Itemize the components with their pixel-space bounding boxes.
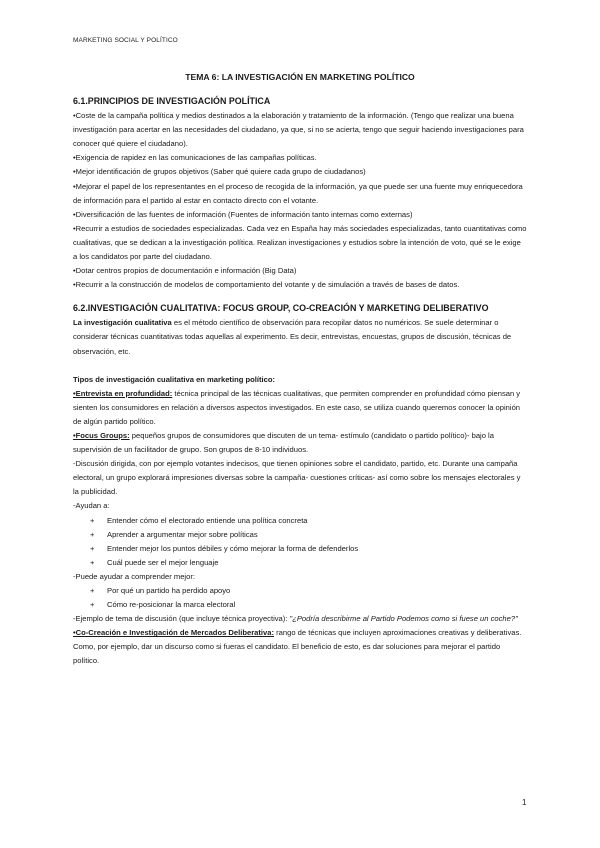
discussion-paragraph: -Discusión dirigida, con por ejemplo votantes indecisos, que tienen opiniones sobre el candidato, partido, etc. Durante una campaña electoral, un grupo explorará impresiones diversas sobre la campaña- cuestiones críticas- así como sobre los mensajes electorales y la publicidad. (73, 459, 521, 497)
plus-bullet-icon: + (90, 543, 95, 553)
plus-bullet-icon: + (90, 600, 95, 610)
document-title: TEMA 6: LA INVESTIGACIÓN EN MARKETING POLÍTICO (185, 72, 415, 82)
example-paragraph (73, 612, 527, 626)
list-item-text: Entender cómo el electorado entiende una política concreta (107, 515, 308, 525)
list-item-text: Por qué un partido ha perdido apoyo (107, 586, 231, 595)
section-1-heading: 6.1.PRINCIPIOS DE INVESTIGACIÓN POLÍTICA (73, 96, 271, 107)
helps-list (73, 514, 527, 570)
plus-bullet-icon: + (90, 515, 95, 525)
cocreation-term: •Co-Creación e Investigación de Mercados Deliberativa: (73, 628, 275, 638)
list-item: •Recurrir a estudios de sociedades especializadas. Cada vez en España hay más sociedades especializadas, tanto cuantitativas como cualitativas, que se dedican a la investigación política. Realizan investigaciones y estudios sobre la intención de voto, qué se le exige a los candidatos por parte del ciudadano. (73, 223, 527, 262)
list-item (73, 598, 527, 612)
list-item (73, 542, 527, 556)
list-item: •Recurrir a la construcción de modelos de comportamiento del votante y de simulación a través de bases de datos. (73, 280, 460, 290)
understand-list (73, 584, 527, 612)
list-item: •Mejorar el papel de los representantes en el proceso de recogida de la información, ya que puede ser una fuente muy enriquecedora de información para el partido al estar en contacto directo con el votante. (73, 181, 523, 205)
list-item-text: Aprender a argumentar mejor sobre políticas (107, 529, 258, 539)
page-content (73, 70, 527, 669)
focus-group-text: pequeños grupos de consumidores que discuten de un tema- estímulo (candidato o partido político)- bajo la supervisión de un facilitador de grupo. Son grupos de 8-10 individuos. (73, 430, 494, 455)
cocreation-text: rango de técnicas que incluyen aproximaciones creativas y deliberativas. Como, por ejemplo, dar un discurso como si fueras el candidato. El beneficio de esto, es dar soluciones para mejorar el partido político. (73, 628, 522, 666)
list-item (73, 584, 527, 598)
qualitative-intro (73, 316, 527, 358)
cocreation-paragraph (73, 626, 527, 668)
list-item (73, 514, 527, 528)
list-item: •Dotar centros propios de documentación e información (Big Data) (73, 266, 297, 276)
list-item (73, 528, 527, 542)
list-item: •Coste de la campaña política y medios destinados a la elaboración y tratamiento de la información. (Tengo que realizar una buena investigación para acertar en las necesidades del ciudadano, ya que, si no se acierta, tengo que seguir haciendo investigaciones para conocer qué quiere el ciudadano). (73, 111, 524, 149)
example-question: "¿Podría describirme al Partido Podemos como si fuese un coche?" (287, 614, 518, 624)
list-item: •Mejor identificación de grupos objetivos (Saber qué quiere cada grupo de ciudadanos) (73, 167, 366, 177)
plus-bullet-icon: + (90, 557, 95, 567)
focus-group-paragraph (73, 429, 527, 457)
list-item-text: Entender mejor los puntos débiles y cómo mejorar la forma de defenderlos (107, 543, 359, 553)
helps-label: -Ayudan a: (73, 501, 110, 511)
list-item: •Diversificación de las fuentes de información (Fuentes de información tanto internas como externas) (73, 209, 413, 219)
interview-term: •Entrevista en profundidad: (73, 388, 173, 398)
list-item-text: Cómo re-posicionar la marca electoral (107, 600, 236, 610)
running-header: MARKETING SOCIAL Y POLÍTICO (73, 37, 178, 44)
understand-label: -Puede ayudar a comprender mejor: (73, 571, 195, 581)
interview-paragraph (73, 387, 527, 429)
plus-bullet-icon: + (90, 529, 95, 539)
principles-list (73, 109, 527, 292)
intro-term: La investigación cualitativa (73, 318, 172, 328)
list-item: •Exigencia de rapidez en las comunicaciones de las campañas políticas. (73, 153, 317, 163)
interview-text: técnica principal de las técnicas cualitativas, que permiten comprender en profundidad cómo piensan y sienten los consumidores en relación a diversos aspectos investigados. En este caso, se utiliza cuando queremos conocer la opinión de algún partido político. (73, 388, 521, 426)
list-item (73, 556, 527, 570)
focus-group-term: •Focus Groups: (73, 430, 130, 440)
section-2-heading: 6.2.INVESTIGACIÓN CUALITATIVA: FOCUS GROUP, CO-CREACIÓN Y MARKETING DELIBERATIVO (73, 303, 489, 314)
list-item-text: Cuál puede ser el mejor lenguaje (107, 557, 219, 567)
page-number: 1 (522, 798, 527, 807)
plus-bullet-icon: + (90, 586, 95, 595)
types-heading: Tipos de investigación cualitativa en marketing político: (73, 374, 275, 384)
example-prefix: -Ejemplo de tema de discusión (que incluye técnica proyectiva): (73, 614, 288, 624)
intro-text: es el método científico de observación para recopilar datos no numéricos. Se suele determinar o considerar técnicas cuantitativas todas aquellas al experimento. Es decir, entrevistas, encuestas, grupos de discusión, técnicas de observación, etc. (73, 318, 512, 356)
